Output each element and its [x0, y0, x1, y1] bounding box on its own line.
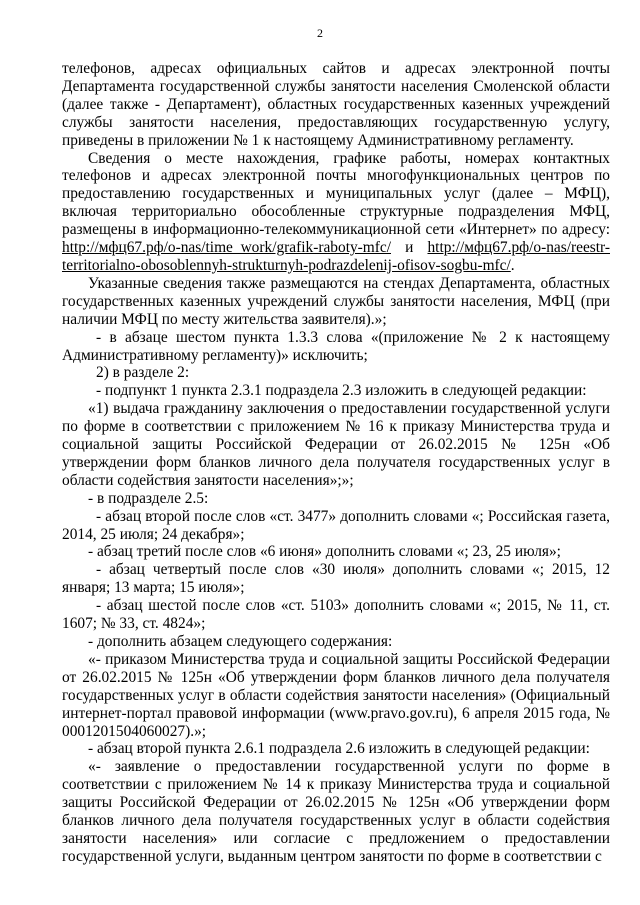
paragraph-abzac-3: - абзац третий после слов «6 июня» дополнить словами «; 23, 25 июля»; [88, 543, 561, 561]
paragraph-mfc-info-text: Сведения о месте нахождения, графике работы, номерах контактных телефонов и адресах электронной почты многофункциональных центров по предоставлению государственных и муниципальных услуг (далее – МФЦ), включая территориально обособленные структурные подразделения МФЦ, размещены в информационно-телекоммуникационной сети «Интернет» по адресу: [62, 149, 610, 239]
link-connector: и [391, 239, 428, 257]
mfc-registry-link[interactable]: http://мфц67.рф/o-nas/reestr-territorialno-obosoblennyh-strukturnyh-podrazdelenij-ofisov-sogbu-mfc/ [62, 239, 610, 274]
paragraph-section-2: 2) в разделе 2: [96, 364, 190, 382]
paragraph-mfc-info [62, 150, 610, 275]
paragraph-add-abzac: - дополнить абзацем следующего содержания: [88, 633, 393, 650]
paragraph-contacts-continuation: телефонов, адресах официальных сайтов и адресах электронной почты Департамента государственной службы занятости населения Смоленской области (далее также - Департамент), областных государственных казенных учреждений службы занятости населения, предоставляющих государственную услугу, приведены в приложении № 1 к настоящему Административному регламенту. [62, 60, 610, 149]
document-body [62, 60, 610, 866]
paragraph-abzac-6: - абзац шестой после слов «ст. 5103» дополнить словами «; 2015, № 11, ст. 1607; № 33, ст. 4824»; [62, 597, 610, 633]
paragraph-stands-info: Указанные сведения также размещаются на стендах Департамента, областных государственных казенных учреждений службы занятости населения, МФЦ (при наличии МФЦ по месту жительства заявителя).»; [62, 274, 610, 328]
paragraph-quote-order: «- приказом Министерства труда и социальной защиты Российской Федерации от 26.02.2015 № 125н «Об утверждении форм бланков личного дела получателя государственных услуг в области содействия занятости населения» (Официальный интернет-портал правовой информации (www.pravo.gov.ru), 6 апреля 2015 года, № 0001201504060027).»; [62, 650, 610, 740]
paragraph-quote-2-3-1: «1) выдача гражданину заключения о предоставлении государственной услуги по форме в соответствии с приложением № 16 к приказу Министерства труда и социальной защиты Российской Федерации от 26.02.2015 № 125н «Об утверждении форм бланков личного дела получателя государственных услуг в области содействия занятости населения»;»; [62, 400, 610, 489]
paragraph-subsection-2-5: - в подразделе 2.5: [88, 489, 209, 507]
paragraph-amend-2-6-1: - абзац второй пункта 2.6.1 подраздела 2.6 изложить в следующей редакции: [88, 740, 590, 758]
paragraph-abzac-2: - абзац второй после слов «ст. 3477» дополнить словами «; Российская газета, 2014, 25 июля; 24 декабря»; [62, 507, 610, 543]
paragraph-amend-2-3-1: - подпункт 1 пункта 2.3.1 подраздела 2.3 изложить в следующей редакции: [96, 382, 587, 400]
paragraph-amend-1-3-3: - в абзаце шестом пункта 1.3.3 слова «(приложение № 2 к настоящему Административному регламенту)» исключить; [62, 328, 610, 364]
page-number: 2 [317, 26, 323, 40]
paragraph-mfc-info-tail: . [510, 256, 515, 274]
paragraph-abzac-4: - абзац четвертый после слов «30 июля» дополнить словами «; 2015, 12 января; 13 марта; 15 июля»; [62, 561, 610, 597]
paragraph-quote-2-6-1: «- заявление о предоставлении государственной услуги по форме в соответствии с приложением № 14 к приказу Министерства труда и социальной защиты Российской Федерации от 26.02.2015 № 125н «Об утверждении форм бланков личного дела получателя государственных услуг в области содействия занятости населения» или согласие с предложением о предоставлении государственной услуги, выданным центром занятости по форме в соответствии с [62, 758, 610, 865]
mfc-schedule-link[interactable]: http://мфц67.рф/o-nas/time_work/grafik-raboty-mfc/ [62, 239, 391, 257]
